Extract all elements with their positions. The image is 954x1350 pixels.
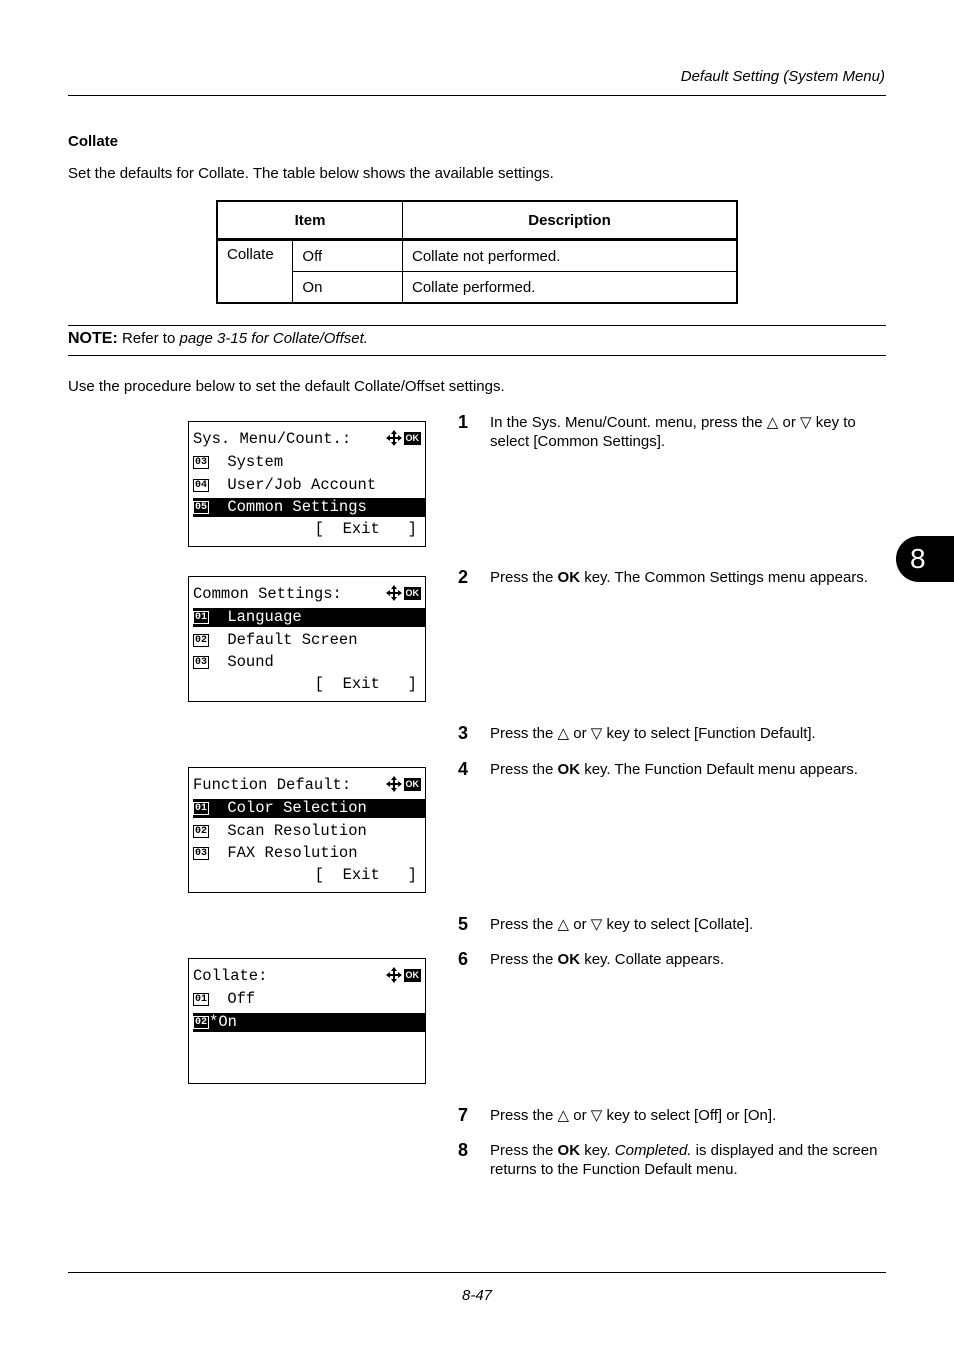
lcd-screen — [188, 958, 426, 1084]
lcd-item-number: 01 — [195, 612, 208, 623]
lcd-menu-item — [193, 453, 425, 472]
step-text-bold: OK — [557, 569, 581, 586]
step-text-pre: Press the — [490, 569, 558, 586]
four-way-arrow-icon — [386, 585, 402, 601]
step-number: 1 — [458, 412, 469, 432]
step-text-post: key. The Function Default menu appears. — [580, 761, 858, 778]
lcd-item-label: *On — [209, 1012, 237, 1031]
four-way-arrow-icon — [386, 776, 402, 792]
lcd-key-icons — [386, 430, 422, 446]
table-header-description: Description — [403, 201, 738, 240]
lcd-item-label: FAX Resolution — [218, 844, 358, 862]
step-text-pre: In the Sys. Menu/Count. menu, press the △ or ▽ key to select [Common Settings]. — [490, 414, 856, 450]
step-number: 8 — [458, 1140, 469, 1160]
lcd-item-label: Language — [218, 608, 302, 626]
note-text: Refer to — [117, 330, 180, 347]
lcd-item-label: Off — [218, 990, 256, 1008]
four-way-arrow-icon — [386, 967, 402, 983]
lcd-item-number: 02 — [195, 634, 208, 646]
table-cell-item: Collate — [217, 240, 293, 304]
lcd-exit-softkey: [ Exit ] — [314, 520, 417, 538]
step-text-pre: Press the — [490, 951, 558, 968]
step-text-italic: Completed. — [614, 1142, 692, 1159]
lcd-screen — [188, 576, 426, 702]
lcd-item-number: 03 — [195, 657, 208, 668]
section-intro: Set the defaults for Collate. The table below shows the available settings. — [68, 165, 554, 182]
lcd-item-label: System — [218, 453, 284, 471]
table-cell-description: Collate performed. — [403, 272, 738, 304]
footer-rule — [68, 1272, 886, 1273]
lcd-menu-item — [193, 990, 425, 1009]
lcd-item-number: 03 — [195, 848, 208, 859]
lcd-item-number: 02 — [195, 825, 208, 837]
table-cell-value: On — [293, 272, 403, 304]
step-text — [490, 1141, 890, 1179]
lcd-item-number: 05 — [195, 502, 208, 513]
step-number: 6 — [458, 949, 469, 969]
lcd-screen — [188, 767, 426, 893]
step-text — [490, 724, 890, 743]
lcd-screen — [188, 421, 426, 547]
note-top-rule — [68, 325, 886, 326]
note — [68, 330, 368, 348]
lcd-key-icons — [386, 776, 422, 792]
step-text-pre: Press the △ or ▽ key to select [Collate]. — [490, 916, 754, 933]
step-text-bold: OK — [557, 1142, 581, 1159]
step-text — [490, 915, 890, 934]
table-cell-value: Off — [293, 240, 403, 272]
lcd-exit-softkey: [ Exit ] — [314, 866, 417, 884]
step-text — [490, 568, 890, 587]
step-text-post: key. — [580, 1142, 615, 1159]
table-row — [217, 272, 737, 304]
lcd-key-icons — [386, 585, 422, 601]
lcd-item-label: Color Selection — [218, 799, 367, 817]
section-title: Collate — [68, 133, 119, 150]
lcd-item-number: 03 — [195, 457, 208, 468]
ok-icon: OK — [405, 587, 419, 598]
page-number: 8-47 — [461, 1287, 493, 1304]
running-header: Default Setting (System Menu) — [680, 68, 885, 85]
chapter-tab: 8 — [896, 536, 954, 582]
step-text-bold: OK — [557, 951, 581, 968]
lcd-menu-item — [193, 822, 425, 841]
step-number: 2 — [458, 567, 469, 587]
lcd-exit-softkey: [ Exit ] — [314, 675, 417, 693]
table-cell-description: Collate not performed. — [403, 240, 738, 272]
note-label: NOTE: — [68, 330, 118, 347]
lcd-item-label: Scan Resolution — [218, 821, 367, 840]
ok-icon: OK — [405, 432, 419, 443]
lcd-item-number: 01 — [195, 803, 208, 814]
step-text-post: key. The Common Settings menu appears. — [580, 569, 868, 586]
table-header-item: Item — [217, 201, 403, 240]
step-number: 5 — [458, 914, 469, 934]
step-text-post: key. Collate appears. — [580, 951, 724, 968]
lcd-menu-item — [193, 608, 425, 627]
step-text-pre: Press the △ or ▽ key to select [Off] or [On]. — [490, 1107, 777, 1124]
lcd-menu-item — [193, 476, 425, 495]
lcd-item-label: Common Settings — [218, 498, 367, 516]
lcd-key-icons — [386, 967, 422, 983]
step-text-pre: Press the △ or ▽ key to select [Function Default]. — [490, 725, 816, 742]
step-text-pre: Press the — [490, 761, 558, 778]
lcd-title: Collate: — [193, 967, 268, 985]
step-text-bold: OK — [557, 761, 581, 778]
lcd-item-label: Sound — [218, 653, 274, 671]
lcd-item-number: 01 — [195, 994, 208, 1005]
lcd-menu-item — [193, 799, 425, 818]
settings-table — [216, 200, 738, 304]
step-number: 3 — [458, 723, 469, 743]
lcd-item-label: Default Screen — [218, 630, 358, 649]
step-text — [490, 1106, 890, 1125]
step-text-post2: is displayed and the screen returns to the Function Default menu. — [490, 1142, 878, 1178]
lcd-title: Sys. Menu/Count.: — [193, 430, 352, 448]
step-number: 7 — [458, 1105, 469, 1125]
ok-icon: OK — [405, 778, 419, 789]
lcd-title: Common Settings: — [193, 585, 342, 603]
lcd-menu-item — [193, 844, 425, 863]
lcd-menu-item — [193, 653, 425, 672]
note-reference: page 3-15 for Collate/Offset. — [179, 330, 368, 347]
lcd-item-label: User/Job Account — [218, 475, 377, 494]
lcd-menu-item — [193, 498, 425, 517]
lcd-item-number: 04 — [195, 479, 208, 491]
lcd-item-number: 02 — [195, 1016, 208, 1028]
step-text — [490, 760, 890, 779]
step-text-pre: Press the — [490, 1142, 558, 1159]
note-bottom-rule — [68, 355, 886, 356]
table-row — [217, 240, 737, 272]
step-number: 4 — [458, 759, 469, 779]
lcd-title: Function Default: — [193, 776, 352, 794]
step-text — [490, 413, 890, 451]
header-rule — [68, 95, 886, 96]
ok-icon: OK — [405, 969, 419, 980]
four-way-arrow-icon — [386, 430, 402, 446]
procedure-intro: Use the procedure below to set the default Collate/Offset settings. — [68, 378, 505, 395]
lcd-menu-item — [193, 1013, 425, 1032]
lcd-menu-item — [193, 631, 425, 650]
step-text — [490, 950, 890, 969]
